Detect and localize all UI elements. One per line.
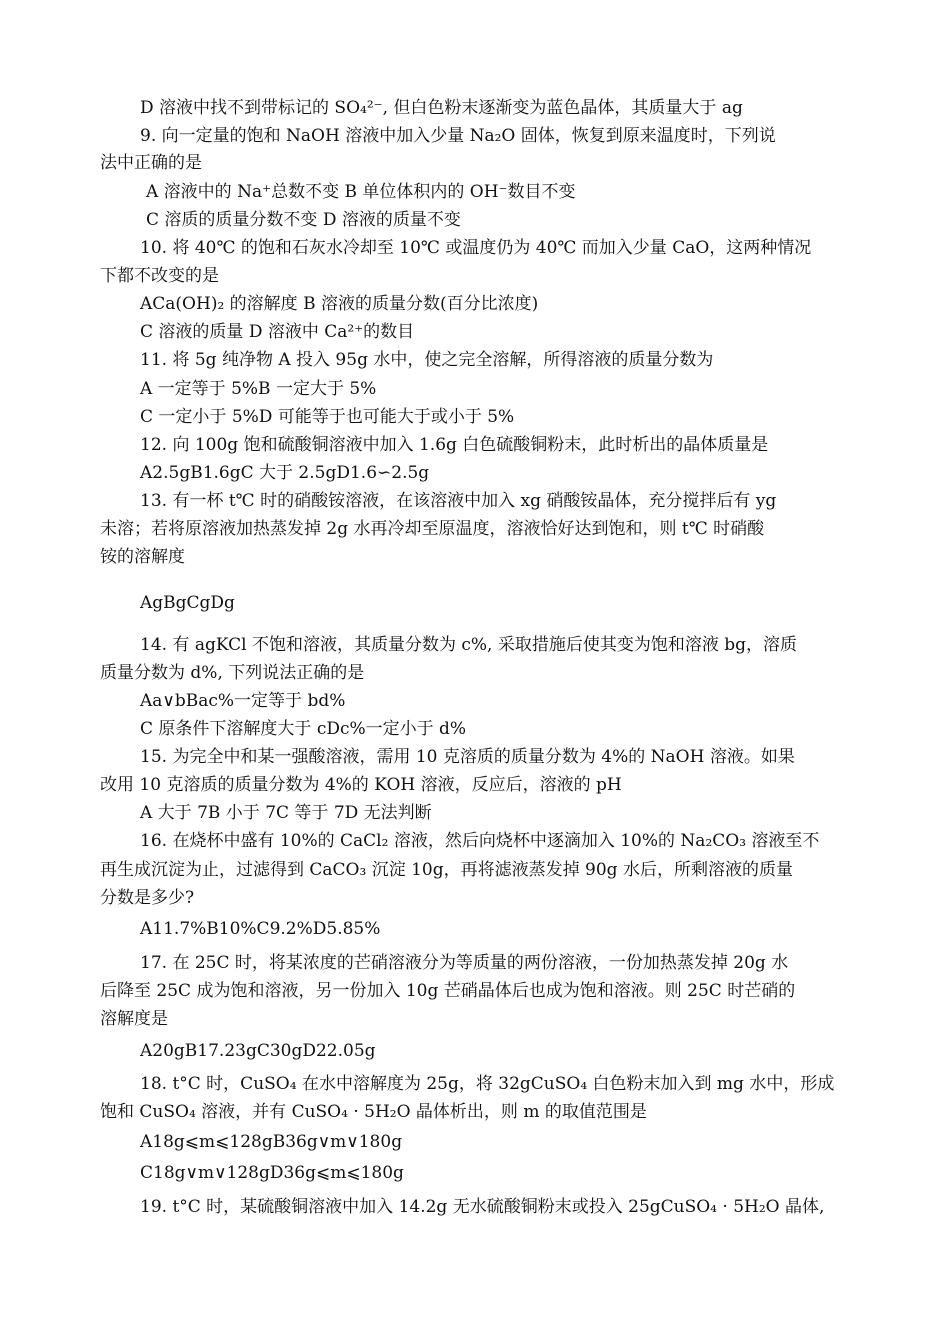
- text-line: 再生成沉淀为止，过滤得到 CaCO₃ 沉淀 10g，再将滤液蒸发掉 90g 水后，所剩溶液的质量: [100, 860, 793, 880]
- text-line: 改用 10 克溶质的质量分数为 4%的 KOH 溶液，反应后，溶液的 pH: [100, 775, 622, 795]
- options-line: C18g∨m∨128gD36g⩽m⩽180g: [140, 1163, 404, 1183]
- options-line: A18g⩽m⩽128gB36g∨m∨180g: [140, 1132, 403, 1152]
- options-line: ACa(OH)₂ 的溶解度 B 溶液的质量分数(百分比浓度): [140, 294, 539, 314]
- text-line: 下都不改变的是: [100, 266, 219, 286]
- options-line: C 溶质的质量分数不变 D 溶液的质量不变: [146, 210, 461, 230]
- options-line: A2.5gB1.6gC 大于 2.5gD1.6∽2.5g: [140, 463, 430, 483]
- text-line: D 溶液中找不到带标记的 SO₄²⁻, 但白色粉末逐渐变为蓝色晶体，其质量大于 ag: [140, 98, 743, 118]
- options-line: C 一定小于 5%D 可能等于也可能大于或小于 5%: [140, 407, 515, 427]
- options-line: A 一定等于 5%B 一定大于 5%: [140, 379, 377, 399]
- options-line: AgBgCgDg: [140, 593, 235, 613]
- question-10: 10. 将 40℃ 的饱和石灰水冷却至 10℃ 或温度仍为 40℃ 而加入少量 CaO，这两种情况: [140, 238, 812, 258]
- options-line: C 溶液的质量 D 溶液中 Ca²⁺的数目: [140, 322, 415, 342]
- question-11: 11. 将 5g 纯净物 A 投入 95g 水中，使之完全溶解，所得溶液的质量分数为: [140, 350, 714, 370]
- options-line: A 溶液中的 Na⁺总数不变 B 单位体积内的 OH⁻数目不变: [146, 182, 576, 202]
- question-18: 18. t°C 时，CuSO₄ 在水中溶解度为 25g，将 32gCuSO₄ 白色粉末加入到 mg 水中，形成: [140, 1074, 835, 1094]
- question-15: 15. 为完全中和某一强酸溶液，需用 10 克溶质的质量分数为 4%的 NaOH 溶液。如果: [140, 747, 795, 767]
- question-19: 19. t°C 时，某硫酸铜溶液中加入 14.2g 无水硫酸铜粉末或投入 25gCuSO₄ · 5H₂O 晶体,: [140, 1197, 825, 1217]
- text-line: 溶解度是: [100, 1009, 168, 1029]
- text-line: 后降至 25C 成为饱和溶液，另一份加入 10g 芒硝晶体后也成为饱和溶液。则 25C 时芒硝的: [100, 981, 796, 1001]
- question-9: 9. 向一定量的饱和 NaOH 溶液中加入少量 Na₂O 固体，恢复到原来温度时，下列说: [140, 126, 776, 146]
- question-12: 12. 向 100g 饱和硫酸铜溶液中加入 1.6g 白色硫酸铜粉末，此时析出的晶体质量是: [140, 435, 769, 455]
- question-14: 14. 有 agKCl 不饱和溶液，其质量分数为 c%, 采取措施后使其变为饱和溶液 bg，溶质: [140, 635, 798, 655]
- text-line: 分数是多少?: [100, 888, 195, 908]
- text-line: 未溶；若将原溶液加热蒸发掉 2g 水再冷却至原温度，溶液恰好达到饱和，则 t℃ 时硝酸: [100, 519, 765, 539]
- options-line: A 大于 7B 小于 7C 等于 7D 无法判断: [140, 803, 432, 823]
- text-line: 质量分数为 d%, 下列说法正确的是: [100, 663, 365, 683]
- question-16: 16. 在烧杯中盛有 10%的 CaCl₂ 溶液，然后向烧杯中逐滴加入 10%的 Na₂CO₃ 溶液至不: [140, 831, 820, 851]
- text-line: 铵的溶解度: [100, 547, 185, 567]
- options-line: A20gB17.23gC30gD22.05g: [140, 1041, 376, 1061]
- question-13: 13. 有一杯 t℃ 时的硝酸铵溶液，在该溶液中加入 xg 硝酸铵晶体，充分搅拌后有 yg: [140, 491, 777, 511]
- text-line: 法中正确的是: [100, 153, 202, 173]
- text-line: 饱和 CuSO₄ 溶液，并有 CuSO₄ · 5H₂O 晶体析出，则 m 的取值范围是: [100, 1102, 647, 1122]
- options-line: C 原条件下溶解度大于 cDc%一定小于 d%: [140, 719, 467, 739]
- question-17: 17. 在 25C 时，将某浓度的芒硝溶液分为等质量的两份溶液，一份加热蒸发掉 20g 水: [140, 953, 789, 973]
- options-line: A11.7%B10%C9.2%D5.85%: [140, 919, 381, 939]
- options-line: Aa∨bBac%一定等于 bd%: [140, 691, 346, 711]
